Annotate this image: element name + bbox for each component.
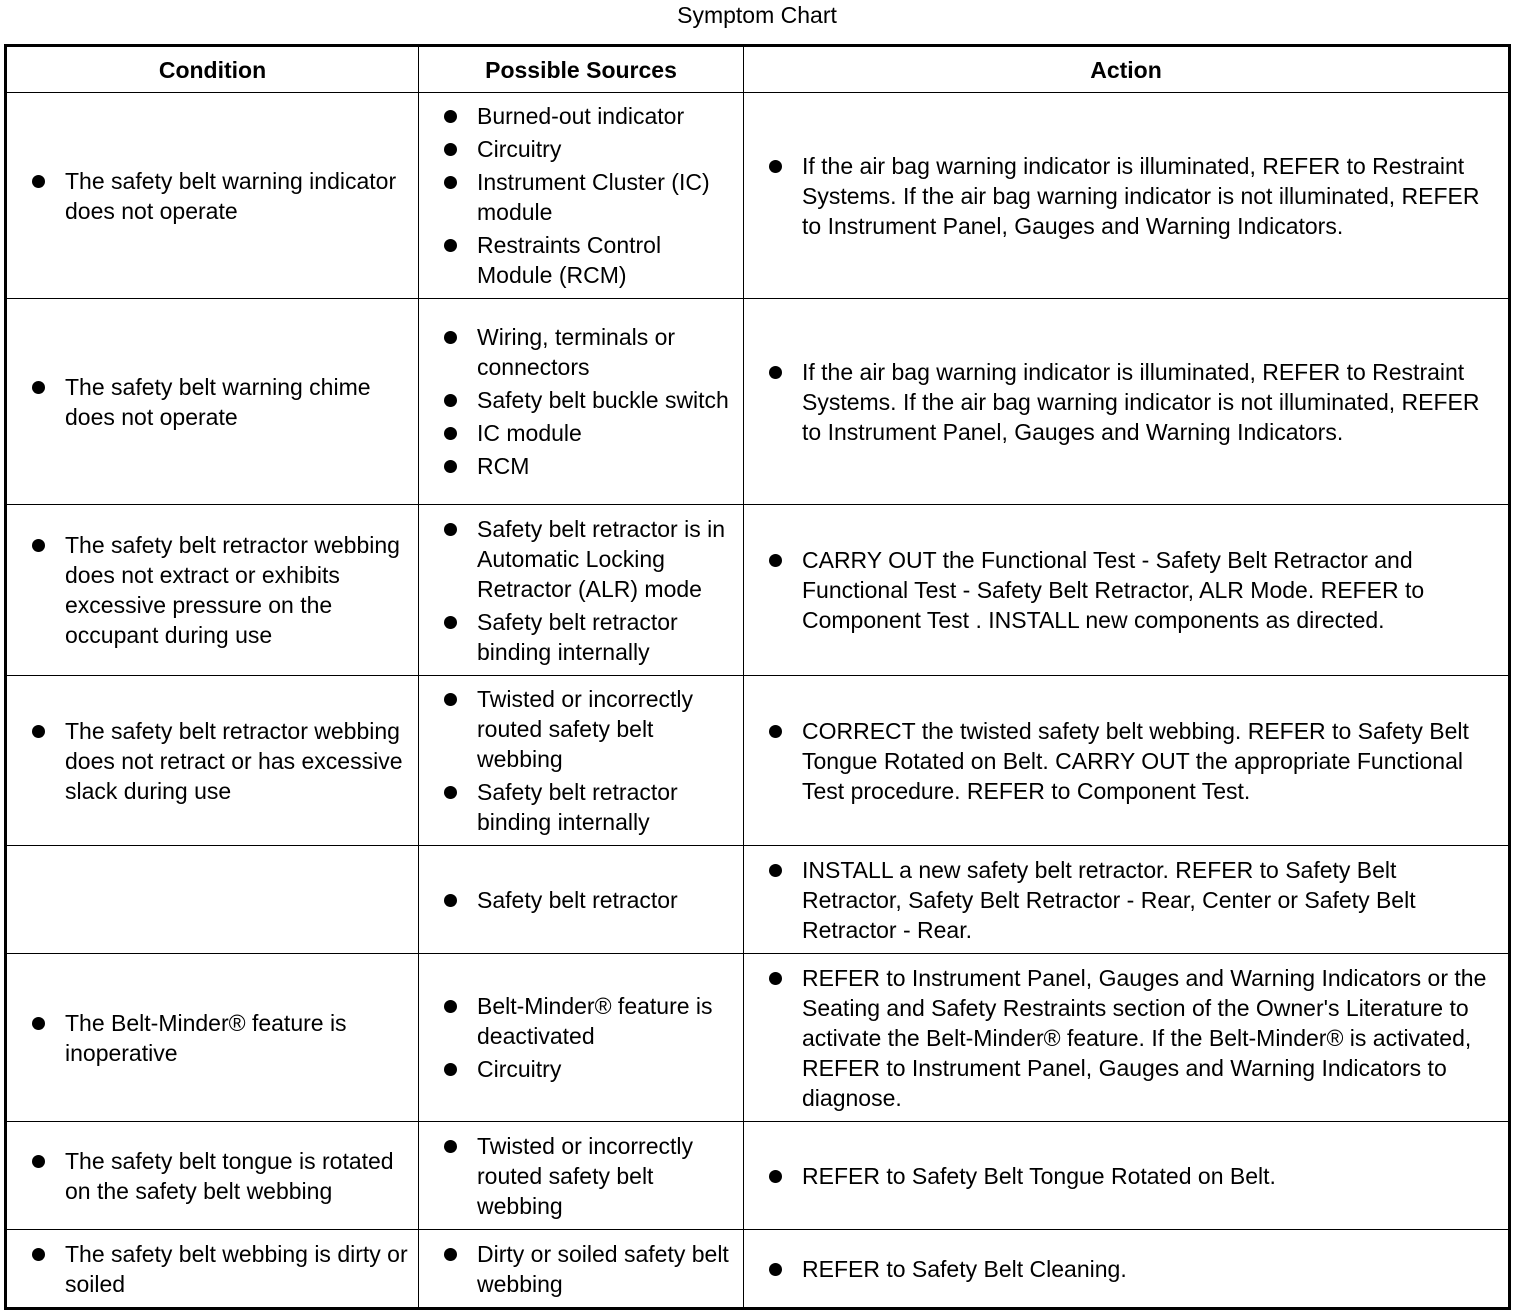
condition-cell: [6, 93, 419, 299]
list-item-text: If the air bag warning indicator is illuminated, REFER to Restraint Systems. If the air bag warning indicator is not illuminated, REFER to Instrument Panel, Gauges and Warning Indicators.: [802, 358, 1480, 445]
list-item: [65, 1008, 414, 1068]
action-cell: [744, 676, 1510, 846]
bullet-icon: [444, 523, 457, 536]
condition-cell: [6, 676, 419, 846]
action-cell: [744, 505, 1510, 676]
table-row: [6, 676, 1510, 846]
list-item-text: Dirty or soiled safety belt webbing: [477, 1240, 729, 1297]
list-item: [477, 167, 739, 227]
bullet-icon: [444, 394, 457, 407]
bullet-icon: [444, 143, 457, 156]
possible-sources-cell: [419, 954, 744, 1122]
list-item-text: The safety belt tongue is rotated on the safety belt webbing: [65, 1147, 394, 1204]
list-item-text: Circuitry: [477, 136, 562, 162]
list-item: [65, 1239, 414, 1299]
list-item: [65, 372, 414, 432]
bullet-list: [419, 322, 743, 481]
list-item-text: The safety belt retractor webbing does not retract or has excessive slack during use: [65, 717, 403, 804]
list-item: [477, 1239, 739, 1299]
bullet-list: [744, 1254, 1508, 1284]
condition-cell: [6, 1122, 419, 1230]
list-item: [477, 1054, 739, 1084]
bullet-icon: [769, 864, 782, 877]
list-item-text: The safety belt webbing is dirty or soiled: [65, 1240, 408, 1297]
list-item-text: If the air bag warning indicator is illuminated, REFER to Restraint Systems. If the air bag warning indicator is not illuminated, REFER to Instrument Panel, Gauges and Warning Indicators.: [802, 152, 1480, 239]
column-header-possible-sources: Possible Sources: [419, 46, 744, 93]
table-row: [6, 93, 1510, 299]
table-row: [6, 846, 1510, 954]
list-item: [802, 1254, 1500, 1284]
bullet-icon: [32, 1017, 45, 1030]
condition-cell: [6, 1230, 419, 1309]
condition-cell: [6, 954, 419, 1122]
bullet-icon: [769, 725, 782, 738]
bullet-list: [744, 1161, 1508, 1191]
column-header-condition: Condition: [6, 46, 419, 93]
bullet-icon: [444, 616, 457, 629]
bullet-list: [7, 1008, 418, 1068]
list-item: [65, 1146, 414, 1206]
bullet-list: [744, 357, 1508, 447]
condition-cell: [6, 846, 419, 954]
bullet-list: [419, 101, 743, 290]
possible-sources-cell: [419, 299, 744, 505]
action-cell: [744, 1230, 1510, 1309]
list-item-text: The Belt-Minder® feature is inoperative: [65, 1009, 347, 1066]
list-item-text: REFER to Instrument Panel, Gauges and Warning Indicators or the Seating and Safety Restraints section of the Owner's Literature to activate the Belt-Minder® feature. If the Belt-Minder® is activated, REFER to Instrument Panel, Gauges and Warning Indicators to diagnose.: [802, 964, 1487, 1111]
bullet-icon: [444, 1248, 457, 1261]
bullet-list: [7, 372, 418, 432]
bullet-icon: [444, 239, 457, 252]
bullet-icon: [444, 1063, 457, 1076]
bullet-icon: [444, 786, 457, 799]
list-item-text: The safety belt retractor webbing does not extract or exhibits excessive pressure on the occupant during use: [65, 532, 400, 648]
list-item: [477, 230, 739, 290]
list-item-text: IC module: [477, 420, 582, 446]
table-row: [6, 1230, 1510, 1309]
bullet-icon: [444, 460, 457, 473]
list-item: [477, 385, 739, 415]
bullet-icon: [769, 972, 782, 985]
bullet-list: [744, 963, 1508, 1113]
list-item-text: Instrument Cluster (IC) module: [477, 169, 710, 225]
condition-cell: [6, 505, 419, 676]
list-item-text: The safety belt warning indicator does not operate: [65, 167, 397, 224]
list-item-text: The safety belt warning chime does not operate: [65, 373, 371, 430]
bullet-icon: [444, 427, 457, 440]
bullet-list: [744, 151, 1508, 241]
bullet-list: [419, 885, 743, 915]
possible-sources-cell: [419, 1122, 744, 1230]
bullet-icon: [769, 1263, 782, 1276]
list-item-text: RCM: [477, 453, 530, 479]
bullet-icon: [769, 1170, 782, 1183]
list-item: [802, 1161, 1500, 1191]
bullet-icon: [769, 366, 782, 379]
chart-caption: Symptom Chart: [677, 2, 837, 28]
bullet-icon: [32, 1248, 45, 1261]
bullet-icon: [444, 331, 457, 344]
list-item-text: Burned-out indicator: [477, 103, 685, 129]
list-item-text: REFER to Safety Belt Tongue Rotated on Belt.: [802, 1162, 1276, 1189]
symptom-chart-table: [4, 44, 1511, 1310]
bullet-icon: [32, 539, 45, 552]
action-cell: [744, 846, 1510, 954]
list-item-text: Safety belt retractor binding internally: [477, 779, 678, 835]
list-item: [477, 885, 739, 915]
list-item-text: Belt-Minder® feature is deactivated: [477, 993, 713, 1049]
bullet-icon: [444, 1140, 457, 1153]
condition-cell: [6, 299, 419, 505]
list-item: [65, 716, 414, 806]
bullet-list: [7, 716, 418, 806]
action-cell: [744, 954, 1510, 1122]
list-item-text: CARRY OUT the Functional Test - Safety Belt Retractor and Functional Test - Safety Belt Retractor, ALR Mode. REFER to Component Test . INSTALL new components as directed.: [802, 547, 1425, 633]
bullet-icon: [32, 175, 45, 188]
bullet-list: [419, 1131, 743, 1221]
list-item: [477, 451, 739, 481]
possible-sources-cell: [419, 1230, 744, 1309]
list-item-text: Safety belt retractor: [477, 886, 678, 913]
table-row: [6, 954, 1510, 1122]
bullet-list: [419, 514, 743, 667]
bullet-icon: [769, 160, 782, 173]
bullet-list: [7, 166, 418, 226]
list-item: [802, 545, 1500, 635]
list-item: [802, 716, 1500, 806]
bullet-list: [744, 716, 1508, 806]
possible-sources-cell: [419, 846, 744, 954]
list-item: [65, 166, 414, 226]
bullet-icon: [444, 1000, 457, 1013]
bullet-list: [7, 530, 418, 650]
list-item: [65, 530, 414, 650]
list-item-text: Safety belt retractor is in Automatic Locking Retractor (ALR) mode: [477, 515, 725, 602]
bullet-list: [419, 991, 743, 1084]
table-row: [6, 299, 1510, 505]
list-item-text: INSTALL a new safety belt retractor. REFER to Safety Belt Retractor, Safety Belt Retractor - Rear, Center or Safety Belt Retractor - Rear.: [802, 856, 1416, 943]
possible-sources-cell: [419, 676, 744, 846]
possible-sources-cell: [419, 505, 744, 676]
table-row: [6, 505, 1510, 676]
list-item-text: Wiring, terminals or connectors: [477, 324, 676, 380]
column-header-action: Action: [744, 46, 1510, 93]
bullet-list: [744, 545, 1508, 635]
list-item: [477, 101, 739, 131]
list-item-text: Twisted or incorrectly routed safety belt webbing: [477, 1132, 694, 1219]
table-body: [6, 93, 1510, 1309]
list-item: [477, 684, 739, 774]
list-item: [477, 418, 739, 448]
list-item-text: Safety belt retractor binding internally: [477, 608, 678, 665]
bullet-list: [744, 855, 1508, 945]
list-item-text: Circuitry: [477, 1056, 562, 1082]
action-cell: [744, 93, 1510, 299]
bullet-icon: [32, 1155, 45, 1168]
action-cell: [744, 1122, 1510, 1230]
bullet-icon: [444, 693, 457, 706]
list-item: [477, 607, 739, 667]
list-item-text: Restraints Control Module (RCM): [477, 232, 662, 288]
list-item: [477, 991, 739, 1051]
table-row: [6, 1122, 1510, 1230]
list-item: [477, 514, 739, 604]
bullet-icon: [444, 110, 457, 123]
bullet-icon: [444, 176, 457, 189]
bullet-icon: [769, 554, 782, 567]
list-item-text: REFER to Safety Belt Cleaning.: [802, 1255, 1127, 1282]
bullet-list: [419, 684, 743, 837]
list-item: [802, 357, 1500, 447]
bullet-list: [7, 1239, 418, 1299]
list-item-text: Safety belt buckle switch: [477, 387, 729, 413]
list-item: [477, 322, 739, 382]
list-item: [477, 1131, 739, 1221]
bullet-list: [7, 1146, 418, 1206]
possible-sources-cell: [419, 93, 744, 299]
list-item-text: Twisted or incorrectly routed safety belt webbing: [477, 686, 694, 772]
list-item: [802, 855, 1500, 945]
list-item: [477, 777, 739, 837]
list-item-text: CORRECT the twisted safety belt webbing. REFER to Safety Belt Tongue Rotated on Belt. CARRY OUT the appropriate Functional Test procedure. REFER to Component Test.: [802, 717, 1469, 804]
list-item: [802, 963, 1500, 1113]
bullet-icon: [32, 381, 45, 394]
bullet-list: [419, 1239, 743, 1299]
list-item: [802, 151, 1500, 241]
list-item: [477, 134, 739, 164]
bullet-icon: [32, 725, 45, 738]
action-cell: [744, 299, 1510, 505]
header-row: [6, 46, 1510, 93]
bullet-icon: [444, 894, 457, 907]
